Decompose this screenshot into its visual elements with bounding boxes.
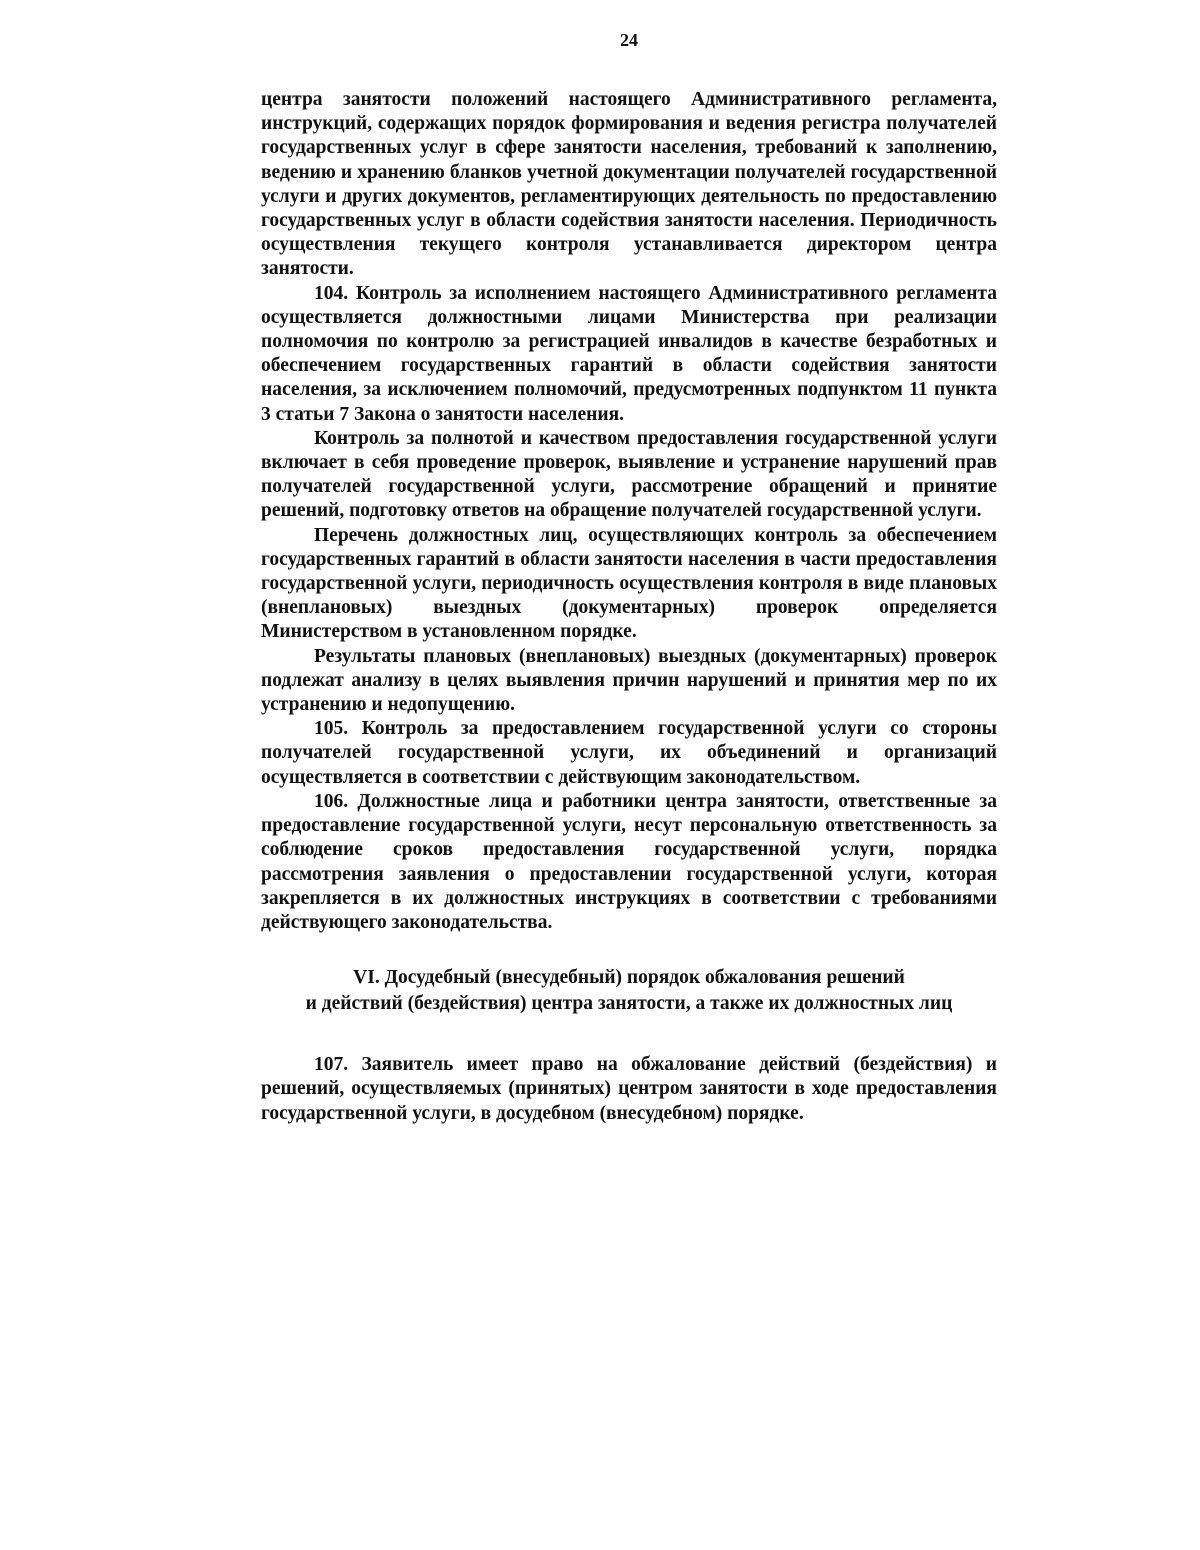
section-heading <box>261 965 997 1017</box>
paragraph-officials-list: Перечень должностных лиц, осуществляющих контроль за обеспечением государственных гарантий в области занятости населения в части предоставления государственной услуги, периодичность осуществления контроля в виде плановых (внеплановых) выездных (документарных) проверок определяется Министерством в установленном порядке. <box>261 524 997 643</box>
paragraph-inspection-results: Результаты плановых (внеплановых) выездных (документарных) проверок подлежат анализу в целях выявления причин нарушений и принятия мер по их устранению и недопущению. <box>261 645 997 716</box>
section-heading-line-2: и действий (бездействия) центра занятости, а также их должностных лиц <box>305 993 953 1015</box>
page-number: 24 <box>620 30 638 50</box>
section-heading-line-1: VI. Досудебный (внесудебный) порядок обжалования решений <box>353 967 905 989</box>
paragraph-control-scope: Контроль за полнотой и качеством предоставления государственной услуги включает в себя проведение проверок, выявление и устранение нарушений прав получателей государственной услуги, рассмотрение обращений и принятие решений, подготовку ответов на обращение получателей государственной услуги. <box>261 427 997 522</box>
paragraph-105: 105. Контроль за предоставлением государственной услуги со стороны получателей государственной услуги, их объединений и организаций осуществляется в соответствии с действующим законодательством. <box>261 718 997 788</box>
paragraph-continuation: центра занятости положений настоящего Административного регламента, инструкций, содержащих порядок формирования и ведения регистра получателей государственных услуг в сфере занятости населения, требований к заполнению, ведению и хранению бланков учетной документации получателей государственной услуги и других документов, регламентирующих деятельность по предоставлению государственных услуг в области содействия занятости населения. Периодичность осуществления текущего контроля устанавливается директором центра занятости. <box>261 89 997 280</box>
document-body <box>261 88 997 1126</box>
paragraph-104: 104. Контроль за исполнением настоящего Административного регламента осуществляется должностными лицами Министерства при реализации полномочия по контролю за регистрацией инвалидов в качестве безработных и обеспечением государственных гарантий в области содействия занятости населения, за исключением полномочий, предусмотренных подпунктом 11 пункта 3 статьи 7 Закона о занятости населения. <box>261 282 997 425</box>
paragraph-107: 107. Заявитель имеет право на обжалование действий (бездействия) и решений, осуществляемых (принятых) центром занятости в ходе предоставления государственной услуги, в досудебном (внесудебном) порядке. <box>261 1054 997 1124</box>
paragraph-106: 106. Должностные лица и работники центра занятости, ответственные за предоставление государственной услуги, несут персональную ответственность за соблюдение сроков предоставления государственной услуги, порядка рассмотрения заявления о предоставлении государственной услуги, которая закрепляется в их должностных инструкциях в соответствии с требованиями действующего законодательства. <box>261 790 997 933</box>
